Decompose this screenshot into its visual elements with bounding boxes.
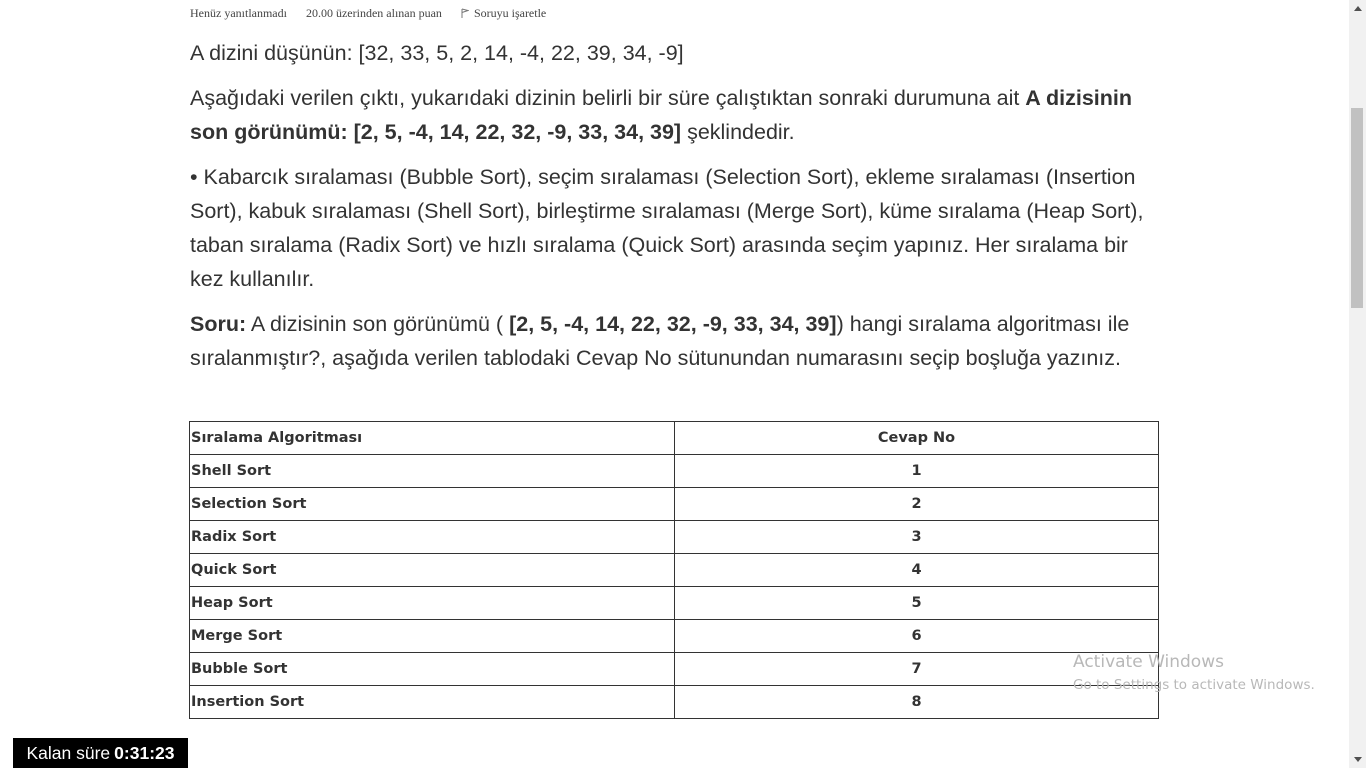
table-row xyxy=(190,686,1159,719)
table-cell-answer-no: 2 xyxy=(675,488,1159,521)
question-paragraph-output xyxy=(190,81,1160,149)
scroll-up-arrow-icon xyxy=(1354,6,1362,11)
scroll-down-arrow-icon xyxy=(1354,757,1362,762)
table-cell-algorithm: Merge Sort xyxy=(190,620,675,653)
prompt-label: Soru: xyxy=(190,312,247,336)
table-cell-answer-no: 7 xyxy=(675,653,1159,686)
table-cell-algorithm: Bubble Sort xyxy=(190,653,675,686)
algorithm-table xyxy=(189,421,1159,719)
table-header-answer-no: Cevap No xyxy=(675,422,1159,455)
table-row xyxy=(190,587,1159,620)
question-points: 20.00 üzerinden alınan puan xyxy=(305,5,442,20)
table-cell-answer-no: 1 xyxy=(675,455,1159,488)
table-cell-answer-no: 5 xyxy=(675,587,1159,620)
scroll-down-button[interactable] xyxy=(1349,751,1366,768)
table-row xyxy=(190,554,1159,587)
time-remaining-value: 0:31:23 xyxy=(114,742,175,763)
table-cell-algorithm: Selection Sort xyxy=(190,488,675,521)
scrollbar-thumb[interactable] xyxy=(1351,108,1363,308)
output-array-bold: A dizisinin son görünümü: [2, 5, -4, 14, 22, 32, -9, 33, 34, 39] xyxy=(190,86,1132,144)
question-status: Henüz yanıtlanmadı xyxy=(190,5,287,20)
output-text-end: şeklindedir. xyxy=(681,120,795,144)
flag-icon xyxy=(461,8,469,18)
table-cell-algorithm: Heap Sort xyxy=(190,587,675,620)
scroll-up-button[interactable] xyxy=(1349,0,1366,17)
table-cell-answer-no: 8 xyxy=(675,686,1159,719)
output-text-start: Aşağıdaki verilen çıktı, yukarıdaki dizinin belirli bir süre çalıştıktan sonraki durumuna ait xyxy=(190,86,1026,110)
flag-question-label: Soruyu işaretle xyxy=(473,5,547,20)
table-cell-algorithm: Radix Sort xyxy=(190,521,675,554)
table-row xyxy=(190,455,1159,488)
flag-question-link[interactable] xyxy=(461,6,546,21)
prompt-array-bold: [2, 5, -4, 14, 22, 32, -9, 33, 34, 39] xyxy=(509,312,837,336)
question-paragraph-instructions: • Kabarcık sıralaması (Bubble Sort), seçim sıralaması (Selection Sort), ekleme sıralaması (Insertion Sort), kabuk sıralaması (Shell Sort), birleştirme sıralaması (Merge Sort), küme sıralama (Heap Sort), taban sıralama (Radix Sort) ve hızlı sıralama (Quick Sort) arasında seçim yapınız. Her sıralama bir kez kullanılır. xyxy=(190,165,1144,291)
question-paragraph-prompt xyxy=(190,307,1160,375)
table-cell-answer-no: 3 xyxy=(675,521,1159,554)
table-row xyxy=(190,521,1159,554)
table-row xyxy=(190,653,1159,686)
table-row xyxy=(190,488,1159,521)
page-scrollbar[interactable] xyxy=(1349,0,1366,768)
table-cell-answer-no: 6 xyxy=(675,620,1159,653)
windows-activation-watermark xyxy=(1073,652,1315,694)
time-remaining-badge xyxy=(13,738,188,768)
table-cell-algorithm: Quick Sort xyxy=(190,554,675,587)
table-cell-answer-no: 4 xyxy=(675,554,1159,587)
table-cell-algorithm: Shell Sort xyxy=(190,455,675,488)
time-remaining-label: Kalan süre xyxy=(26,742,111,763)
question-info-bar xyxy=(190,4,546,22)
watermark-subtitle: Go to Settings to activate Windows. xyxy=(1073,677,1315,693)
question-paragraph-array: A dizini düşünün: [32, 33, 5, 2, 14, -4, 22, 39, 34, -9] xyxy=(190,41,684,65)
prompt-text-b: ) hangi sıralama algoritması ile sıralanmıştır?, aşağıda verilen tablodaki Cevap No sütunundan numarasını seçip boşluğa yazınız. xyxy=(190,312,1130,370)
table-cell-algorithm: Insertion Sort xyxy=(190,686,675,719)
table-header-algorithm: Sıralama Algoritması xyxy=(190,422,675,455)
question-text xyxy=(190,36,1160,386)
table-header-row xyxy=(190,422,1159,455)
prompt-text-a: A dizisinin son görünümü ( xyxy=(246,312,510,336)
table-row xyxy=(190,620,1159,653)
watermark-title: Activate Windows xyxy=(1073,652,1224,672)
